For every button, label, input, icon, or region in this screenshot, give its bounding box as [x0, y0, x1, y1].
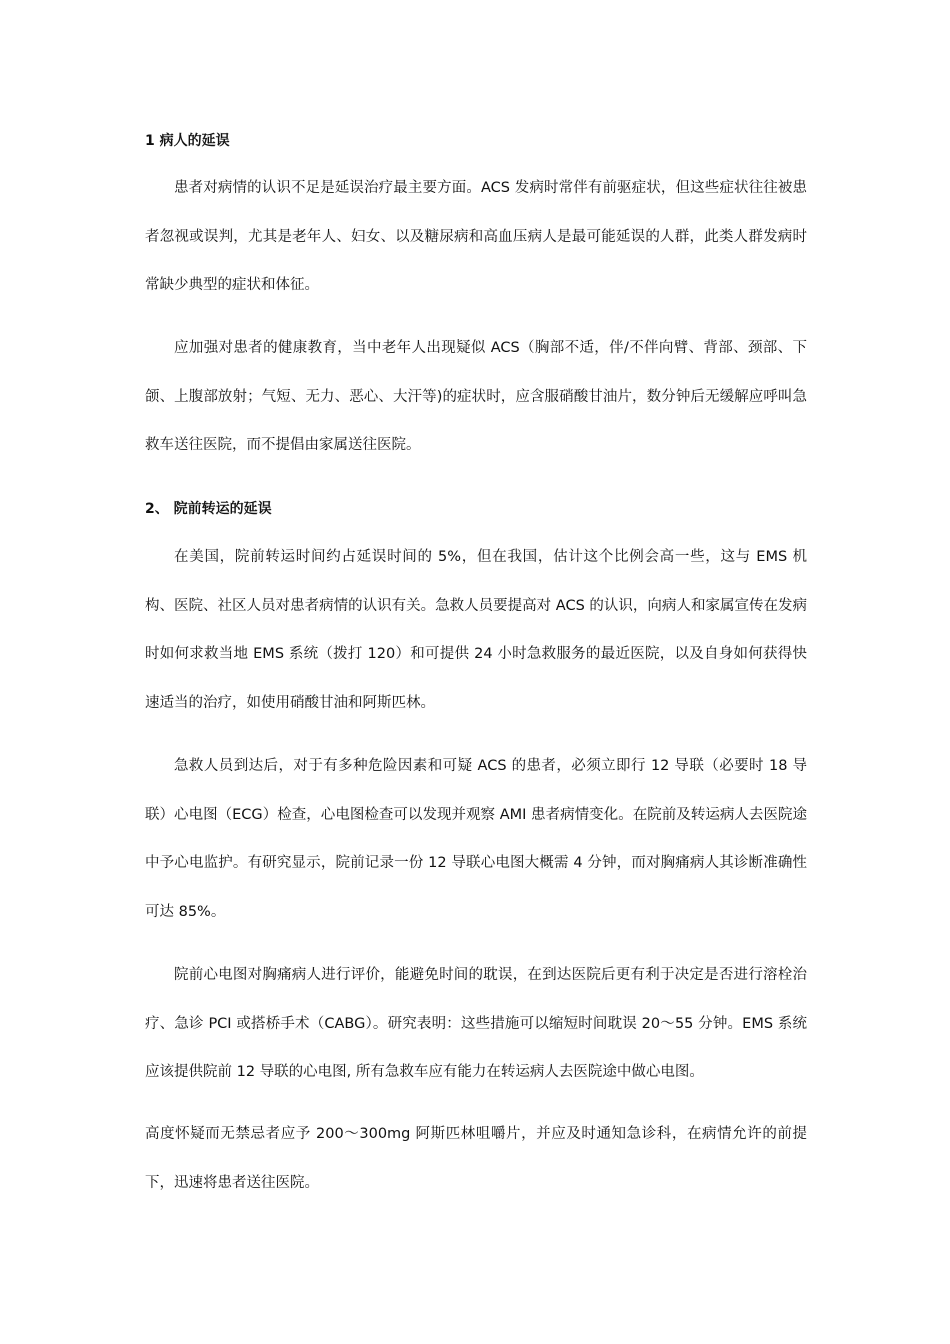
- paragraph: 急救人员到达后，对于有多种危险因素和可疑 ACS 的患者，必须立即行 12 导联（必要时 18 导联）心电图（ECG）检查，心电图检查可以发现并观察 AMI 患者病情变化。在院前及转运病人去医院途中予心电监护。有研究显示，院前记录一份 12 导联心电图大概需 4 分钟，而对胸痛病人其诊断准确性可达 85%。: [145, 758, 807, 920]
- paragraph: 高度怀疑而无禁忌者应予 200～300mg 阿斯匹林咀嚼片，并应及时通知急诊科，在病情允许的前提下，迅速将患者送往医院。: [145, 1126, 807, 1191]
- section-heading-patient-delay: 1 病人的延误: [145, 133, 230, 149]
- paragraph: 应加强对患者的健康教育，当中老年人出现疑似 ACS（胸部不适，伴/不伴向臂、背部、颈部、下颌、上腹部放射；气短、无力、恶心、大汗等)的症状时，应含服硝酸甘油片，数分钟后无缓解应呼叫急救车送往医院，而不提倡由家属送往医院。: [145, 340, 807, 453]
- paragraph: 患者对病情的认识不足是延误治疗最主要方面。ACS 发病时常伴有前驱症状，但这些症状往往被患者忽视或误判，尤其是老年人、妇女、以及糖尿病和高血压病人是最可能延误的人群，此类人群发病时常缺少典型的症状和体征。: [145, 180, 807, 293]
- paragraph: 院前心电图对胸痛病人进行评价，能避免时间的耽误，在到达医院后更有利于决定是否进行溶栓治疗、急诊 PCI 或搭桥手术（CABG）。研究表明：这些措施可以缩短时间耽误 20～55 分钟。EMS 系统应该提供院前 12 导联的心电图, 所有急救车应有能力在转运病人去医院途中做心电图。: [145, 967, 807, 1080]
- paragraph: 在美国，院前转运时间约占延误时间的 5%，但在我国，估计这个比例会高一些，这与 EMS 机构、医院、社区人员对患者病情的认识有关。急救人员要提高对 ACS 的认识，向病人和家属宣传在发病时如何求救当地 EMS 系统（拨打 120）和可提供 24 小时急救服务的最近医院，以及自身如何获得快速适当的治疗，如使用硝酸甘油和阿斯匹林。: [145, 549, 807, 711]
- section-heading-prehospital-delay: 2、 院前转运的延误: [145, 501, 272, 517]
